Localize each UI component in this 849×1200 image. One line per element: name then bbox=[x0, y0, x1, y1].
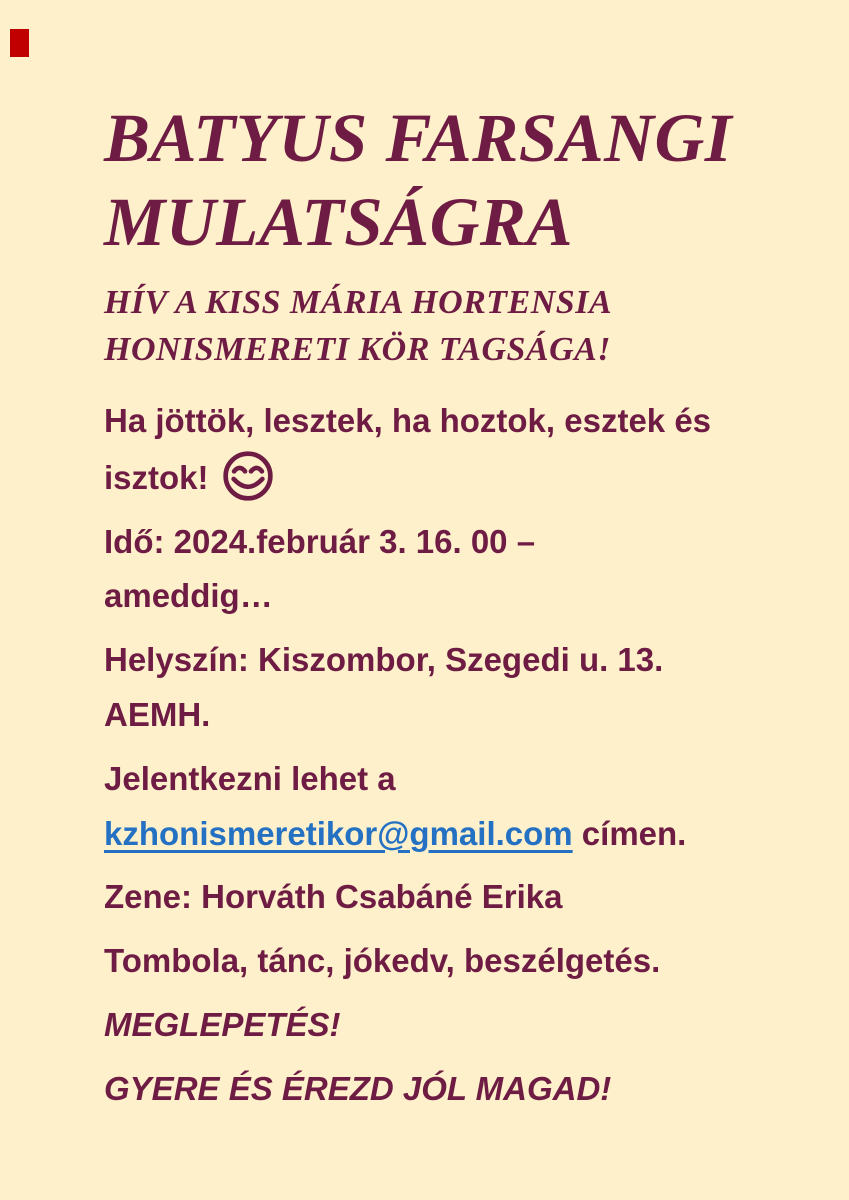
activities-line: Tombola, tánc, jókedv, beszélgetés. bbox=[104, 942, 661, 980]
smiling-face-icon bbox=[221, 449, 275, 503]
location-line-1: Helyszín: Kiszombor, Szegedi u. 13. bbox=[104, 641, 664, 679]
title-line-2: MULATSÁGRA bbox=[104, 184, 573, 261]
activities-paragraph bbox=[104, 934, 779, 989]
signup-suffix: címen. bbox=[572, 814, 687, 852]
location-line-2: AEMH. bbox=[104, 695, 211, 733]
signup-line-2 bbox=[104, 807, 779, 862]
signup-paragraph bbox=[104, 752, 779, 862]
time-line-2: ameddig… bbox=[104, 577, 273, 615]
closing-paragraph bbox=[104, 1062, 779, 1117]
title-line-1: BATYUS FARSANGI bbox=[104, 100, 733, 176]
invite-paragraph bbox=[104, 394, 779, 506]
corner-red-mark bbox=[10, 29, 29, 57]
invite-line-2 bbox=[104, 449, 779, 506]
surprise-line: MEGLEPETÉS! bbox=[104, 1005, 341, 1043]
email-link[interactable]: kzhonismeretikor@gmail.com bbox=[104, 814, 573, 852]
closing-line: GYERE ÉS ÉREZD JÓL MAGAD! bbox=[104, 1069, 612, 1107]
signup-line-1: Jelentkezni lehet a bbox=[104, 759, 396, 797]
invite-line-1: Ha jöttök, lesztek, ha hoztok, esztek és bbox=[104, 402, 712, 440]
music-paragraph bbox=[104, 870, 779, 925]
time-paragraph bbox=[104, 515, 779, 625]
invite-line-2-text: isztok! bbox=[104, 458, 209, 496]
subtitle-line-1: HÍV A KISS MÁRIA HORTENSIA bbox=[104, 284, 613, 322]
location-paragraph bbox=[104, 633, 779, 743]
time-line-1: Idő: 2024.február 3. 16. 00 – bbox=[104, 522, 536, 560]
subtitle-line-2: HONISMERETI KÖR TAGSÁGA! bbox=[104, 331, 612, 369]
surprise-paragraph bbox=[104, 998, 779, 1053]
subtitle bbox=[104, 280, 779, 374]
page-title bbox=[104, 96, 779, 264]
music-line: Zene: Horváth Csabáné Erika bbox=[104, 878, 563, 916]
